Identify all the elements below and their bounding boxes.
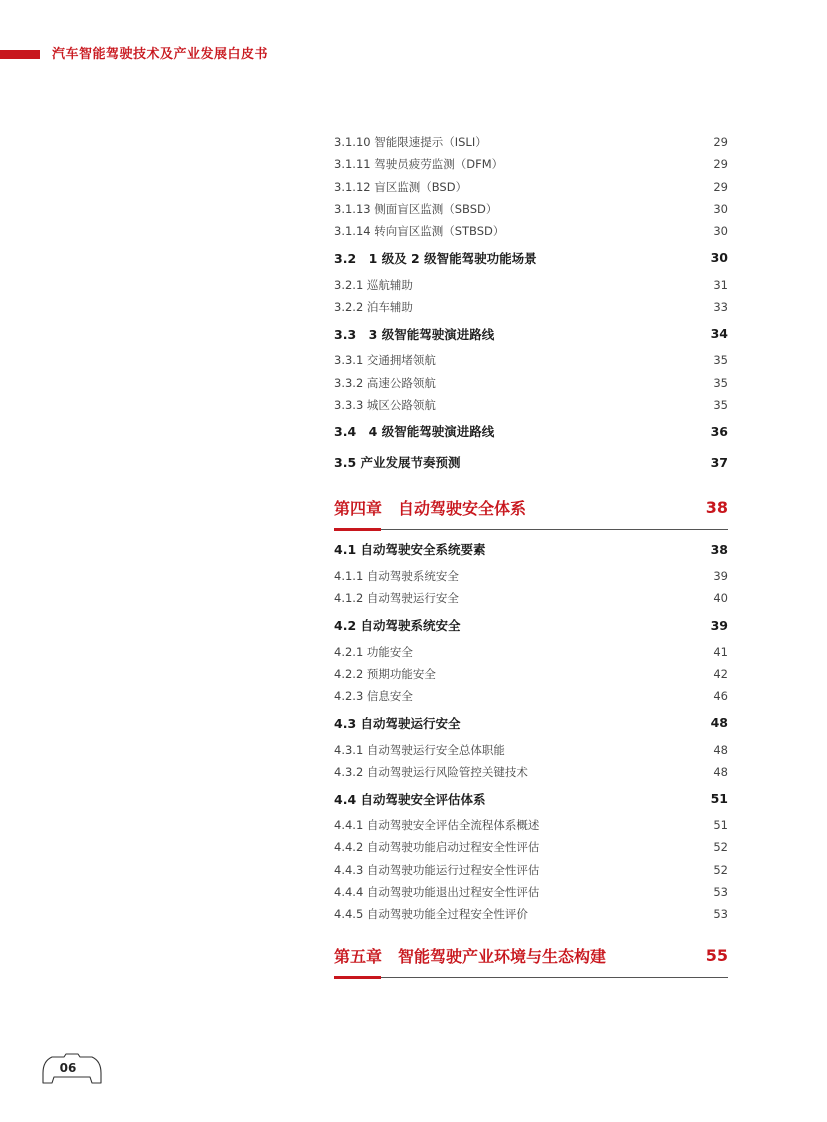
- toc-entry-title: 3.1.10 智能限速提示（ISLI）: [334, 135, 487, 150]
- document-title: 汽车智能驾驶技术及产业发展白皮书: [52, 47, 269, 62]
- toc-entry-page: 42: [713, 667, 728, 681]
- toc-section-title: 4.3 自动驾驶运行安全: [334, 715, 461, 731]
- toc-entry[interactable]: [334, 761, 728, 783]
- toc-entry[interactable]: [334, 881, 728, 903]
- toc-section-title: 3.2 1 级及 2 级智能驾驶功能场景: [334, 250, 537, 266]
- toc-section-page: 38: [710, 541, 728, 557]
- toc-entry-page: 29: [713, 157, 728, 172]
- toc-entry-title: 3.2.2 泊车辅助: [334, 299, 413, 314]
- toc-entry-title: 3.1.14 转向盲区监测（STBSD）: [334, 224, 505, 239]
- toc-entry[interactable]: [334, 685, 728, 707]
- toc-entry-page: 48: [713, 764, 728, 779]
- toc-entry-title: 4.4.5 自动驾驶功能全过程安全性评价: [334, 907, 528, 922]
- toc-entry-page: 35: [713, 397, 728, 412]
- toc-entry-title: 4.4.1 自动驾驶安全评估全流程体系概述: [334, 818, 540, 833]
- toc-entry-page: 35: [713, 375, 728, 390]
- toc-section-page: 30: [710, 250, 728, 266]
- toc-entry[interactable]: [334, 273, 728, 295]
- toc-entry[interactable]: [334, 198, 728, 220]
- toc-entry-title: 4.2.1 功能安全: [334, 644, 413, 659]
- toc-entry[interactable]: [334, 371, 728, 393]
- toc-entry-title: 4.4.3 自动驾驶功能运行过程安全性评估: [334, 862, 540, 877]
- table-of-contents: [334, 131, 728, 982]
- toc-entry-page: 39: [713, 569, 728, 584]
- header-accent-bar: [0, 50, 40, 59]
- toc-entry[interactable]: [334, 220, 728, 242]
- toc-entry-title: 4.2.3 信息安全: [334, 689, 413, 704]
- toc-section-title: 3.5 产业发展节奏预测: [334, 455, 461, 471]
- toc-entry-title: 4.3.1 自动驾驶运行安全总体职能: [334, 742, 505, 757]
- toc-entry[interactable]: [334, 349, 728, 371]
- toc-section[interactable]: [334, 707, 728, 738]
- toc-entry-page: 29: [713, 179, 728, 194]
- toc-entry-page: 29: [713, 135, 728, 150]
- toc-entry-page: 40: [713, 591, 728, 606]
- toc-entry-page: 41: [713, 644, 728, 659]
- toc-entry-page: 51: [713, 818, 728, 833]
- toc-section-page: 36: [710, 423, 728, 439]
- toc-entry[interactable]: [334, 296, 728, 318]
- toc-section-title: 4.2 自动驾驶系统安全: [334, 618, 461, 634]
- toc-entry-page: 31: [713, 277, 728, 292]
- toc-section-page: 37: [710, 454, 728, 470]
- toc-entry[interactable]: [334, 903, 728, 925]
- toc-entry-title: 4.4.2 自动驾驶功能启动过程安全性评估: [334, 840, 540, 855]
- toc-entry-page: 52: [713, 862, 728, 877]
- toc-entry-title: 3.2.1 巡航辅助: [334, 277, 413, 292]
- toc-entry[interactable]: [334, 131, 728, 153]
- toc-entry-page: 46: [713, 689, 728, 704]
- toc-entry[interactable]: [334, 836, 728, 858]
- toc-entry[interactable]: [334, 176, 728, 198]
- toc-entry-title: 4.4.4 自动驾驶功能退出过程安全性评估: [334, 885, 540, 900]
- toc-entry-page: 33: [713, 299, 728, 314]
- toc-entry[interactable]: [334, 814, 728, 836]
- toc-entry-title: 3.3.2 高速公路领航: [334, 375, 436, 390]
- toc-entry-title: 3.3.1 交通拥堵领航: [334, 353, 436, 368]
- toc-section-title: 3.3 3 级智能驾驶演进路线: [334, 326, 495, 342]
- toc-chapter-page: 55: [705, 945, 728, 965]
- toc-entry-title: 4.3.2 自动驾驶运行风险管控关键技术: [334, 764, 528, 779]
- toc-section-page: 48: [710, 715, 728, 731]
- toc-entry-page: 48: [713, 742, 728, 757]
- toc-entry-title: 4.1.2 自动驾驶运行安全: [334, 591, 459, 606]
- toc-entry[interactable]: [334, 859, 728, 881]
- toc-section-page: 51: [710, 791, 728, 807]
- toc-entry-page: 35: [713, 353, 728, 368]
- page-number: 06: [59, 1061, 77, 1075]
- toc-entry-title: 3.1.12 盲区监测（BSD）: [334, 179, 468, 194]
- toc-entry[interactable]: [334, 738, 728, 760]
- toc-chapter-page: 38: [705, 497, 728, 517]
- toc-chapter[interactable]: [334, 934, 728, 978]
- toc-entry[interactable]: [334, 663, 728, 685]
- toc-section[interactable]: [334, 242, 728, 273]
- toc-section-title: 4.4 自动驾驶安全评估体系: [334, 791, 486, 807]
- toc-entry[interactable]: [334, 641, 728, 663]
- chapter-accent-bar: [334, 976, 381, 979]
- toc-section[interactable]: [334, 534, 728, 565]
- toc-entry-page: 30: [713, 202, 728, 217]
- toc-entry-title: 3.1.13 侧面盲区监测（SBSD）: [334, 202, 498, 217]
- toc-section[interactable]: [334, 416, 728, 447]
- toc-entry[interactable]: [334, 394, 728, 416]
- toc-chapter[interactable]: [334, 486, 728, 530]
- toc-section[interactable]: [334, 783, 728, 814]
- toc-section-title: 4.1 自动驾驶安全系统要素: [334, 542, 486, 558]
- toc-entry-title: 3.1.11 驾驶员疲劳监测（DFM）: [334, 157, 504, 172]
- toc-section[interactable]: [334, 447, 728, 478]
- toc-entry-title: 4.2.2 预期功能安全: [334, 667, 436, 681]
- toc-section[interactable]: [334, 610, 728, 641]
- chapter-accent-bar: [334, 528, 381, 531]
- toc-chapter-title: 第四章 自动驾驶安全体系: [334, 498, 527, 518]
- toc-entry-page: 53: [713, 885, 728, 900]
- toc-entry[interactable]: [334, 153, 728, 175]
- toc-entry-title: 3.3.3 城区公路领航: [334, 397, 436, 412]
- toc-entry-page: 52: [713, 840, 728, 855]
- toc-section[interactable]: [334, 318, 728, 349]
- toc-entry-page: 30: [713, 224, 728, 239]
- toc-section-page: 34: [710, 326, 728, 342]
- toc-section-page: 39: [710, 617, 728, 633]
- toc-section-title: 3.4 4 级智能驾驶演进路线: [334, 424, 495, 440]
- toc-chapter-title: 第五章 智能驾驶产业环境与生态构建: [334, 946, 607, 966]
- toc-entry-page: 53: [713, 907, 728, 922]
- toc-entry[interactable]: [334, 587, 728, 609]
- toc-entry-title: 4.1.1 自动驾驶系统安全: [334, 569, 459, 584]
- toc-entry[interactable]: [334, 565, 728, 587]
